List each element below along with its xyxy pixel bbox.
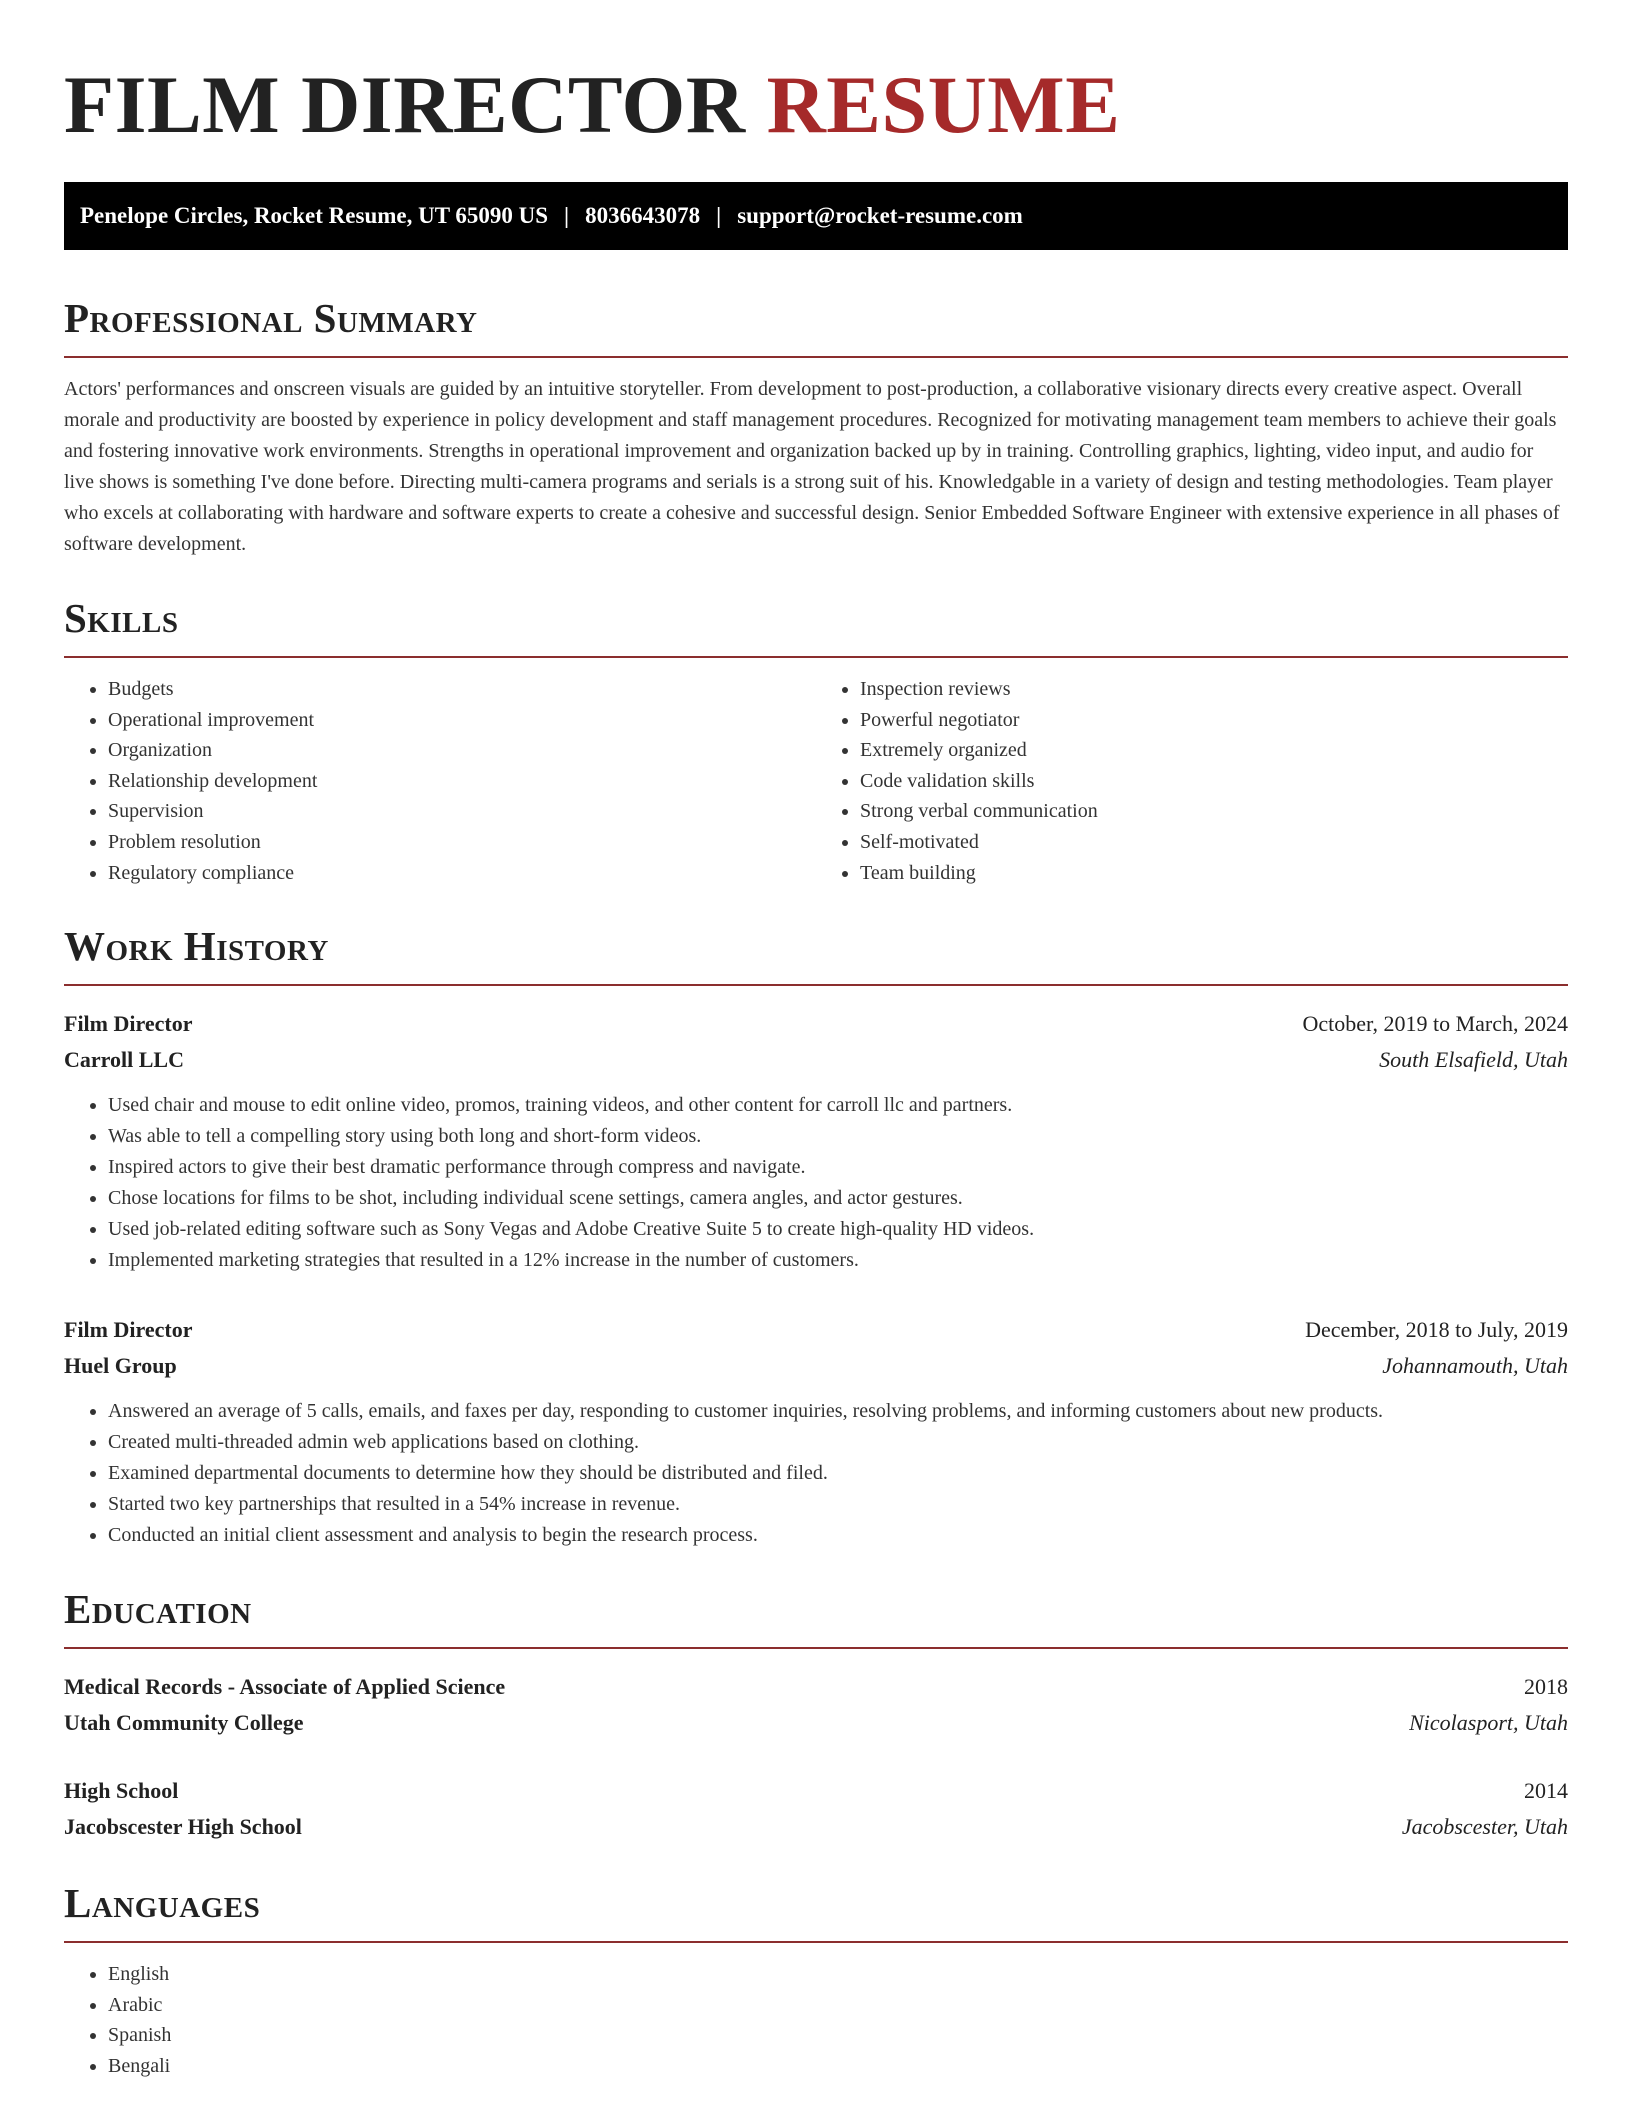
- skill-item: • Team building: [860, 858, 1568, 889]
- skills-heading: Skills: [64, 592, 1568, 658]
- education-degree: Medical Records - Associate of Applied Science: [64, 1674, 506, 1700]
- education-school-row: [64, 1705, 1568, 1741]
- job-bullet: • Conducted an initial client assessment and analysis to begin the research process.: [108, 1520, 1568, 1551]
- contact-separator: |: [716, 203, 722, 228]
- education-school: Utah Community College: [64, 1710, 304, 1736]
- education-school-row: [64, 1809, 1568, 1845]
- contact-separator: |: [564, 203, 570, 228]
- education-entry: [64, 1669, 1568, 1741]
- skill-item: • Extremely organized: [860, 735, 1568, 766]
- work-history-heading: Work History: [64, 920, 1568, 986]
- languages-list: [64, 1959, 1568, 2081]
- education-location: Nicolasport, Utah: [1409, 1710, 1568, 1736]
- job-company: Huel Group: [64, 1353, 177, 1379]
- skill-item: • Strong verbal communication: [860, 796, 1568, 827]
- skill-item: • Relationship development: [108, 766, 816, 797]
- resume-title: [64, 0, 1568, 152]
- job-bullets: [64, 1090, 1568, 1276]
- job-bullet: • Inspired actors to give their best dramatic performance through compress and navigate.: [108, 1152, 1568, 1183]
- skills-list: [64, 674, 1568, 888]
- language-item: • Bengali: [108, 2051, 1568, 2082]
- job-company: Carroll LLC: [64, 1047, 184, 1073]
- job-dates: October, 2019 to March, 2024: [1302, 1011, 1568, 1037]
- skill-item: • Supervision: [108, 796, 816, 827]
- job-bullet: • Used chair and mouse to edit online video, promos, training videos, and other content for carroll llc and partners.: [108, 1090, 1568, 1121]
- job-header-row: [64, 1312, 1568, 1348]
- job-entry: [64, 1006, 1568, 1276]
- job-bullet: • Used job-related editing software such as Sony Vegas and Adobe Creative Suite 5 to create high-quality HD videos.: [108, 1214, 1568, 1245]
- summary-heading: Professional Summary: [64, 292, 1568, 358]
- job-bullet: • Was able to tell a compelling story using both long and short-form videos.: [108, 1121, 1568, 1152]
- language-item: • English: [108, 1959, 1568, 1990]
- education-year: 2018: [1524, 1674, 1568, 1700]
- job-location: Johannamouth, Utah: [1382, 1353, 1568, 1379]
- job-bullet: • Examined departmental documents to determine how they should be distributed and filed.: [108, 1458, 1568, 1489]
- job-bullet: • Started two key partnerships that resulted in a 54% increase in revenue.: [108, 1489, 1568, 1520]
- title-main: FILM DIRECTOR: [64, 59, 746, 150]
- education-entry: [64, 1773, 1568, 1845]
- skill-item: • Powerful negotiator: [860, 705, 1568, 736]
- contact-phone: 8036643078: [585, 203, 701, 228]
- language-item: • Spanish: [108, 2020, 1568, 2051]
- job-entry: [64, 1312, 1568, 1551]
- skill-item: • Code validation skills: [860, 766, 1568, 797]
- job-dates: December, 2018 to July, 2019: [1305, 1317, 1568, 1343]
- languages-heading: Languages: [64, 1877, 1568, 1943]
- education-year: 2014: [1524, 1778, 1568, 1804]
- job-bullet: • Implemented marketing strategies that resulted in a 12% increase in the number of customers.: [108, 1245, 1568, 1276]
- education-school: Jacobscester High School: [64, 1814, 302, 1840]
- skills-column-left: [64, 674, 816, 888]
- skills-column-right: [816, 674, 1568, 888]
- job-header-row: [64, 1006, 1568, 1042]
- job-title: Film Director: [64, 1317, 193, 1343]
- skill-item: • Self-motivated: [860, 827, 1568, 858]
- education-degree-row: [64, 1773, 1568, 1809]
- language-item: • Arabic: [108, 1990, 1568, 2021]
- job-bullet: • Answered an average of 5 calls, emails, and faxes per day, responding to customer inquiries, resolving problems, and informing customers about new products.: [108, 1396, 1568, 1427]
- skill-item: • Organization: [108, 735, 816, 766]
- education-degree: High School: [64, 1778, 179, 1804]
- skill-item: • Regulatory compliance: [108, 858, 816, 889]
- title-accent: RESUME: [766, 59, 1121, 150]
- education-location: Jacobscester, Utah: [1401, 1814, 1568, 1840]
- job-bullet: • Chose locations for films to be shot, including individual scene settings, camera angles, and actor gestures.: [108, 1183, 1568, 1214]
- education-degree-row: [64, 1669, 1568, 1705]
- job-company-row: [64, 1042, 1568, 1078]
- education-heading: Education: [64, 1583, 1568, 1649]
- contact-address: Penelope Circles, Rocket Resume, UT 65090 US: [80, 203, 549, 228]
- contact-bar: [64, 182, 1568, 250]
- skill-item: • Operational improvement: [108, 705, 816, 736]
- skill-item: • Inspection reviews: [860, 674, 1568, 705]
- job-bullets: [64, 1396, 1568, 1551]
- job-company-row: [64, 1348, 1568, 1384]
- summary-text: Actors' performances and onscreen visuals are guided by an intuitive storyteller. From development to post-production, a collaborative visionary directs every creative aspect. Overall morale and productivity are boosted by experience in policy development and staff management procedures. Recognized for motivating management team members to achieve their goals and fostering innovative work environments. Strengths in operational improvement and organization backed up by in training. Controlling graphics, lighting, video input, and audio for live shows is something I've done before. Directing multi-camera programs and serials is a strong suit of his. Knowledgable in a variety of design and testing methodologies. Team player who excels at collaborating with hardware and software experts to create a cohesive and successful design. Senior Embedded Software Engineer with extensive experience in all phases of software development.: [64, 378, 1560, 555]
- job-title: Film Director: [64, 1011, 193, 1037]
- skill-item: • Budgets: [108, 674, 816, 705]
- job-bullet: • Created multi-threaded admin web applications based on clothing.: [108, 1427, 1568, 1458]
- contact-email: support@rocket-resume.com: [737, 203, 1023, 228]
- skill-item: • Problem resolution: [108, 827, 816, 858]
- job-location: South Elsafield, Utah: [1379, 1047, 1568, 1073]
